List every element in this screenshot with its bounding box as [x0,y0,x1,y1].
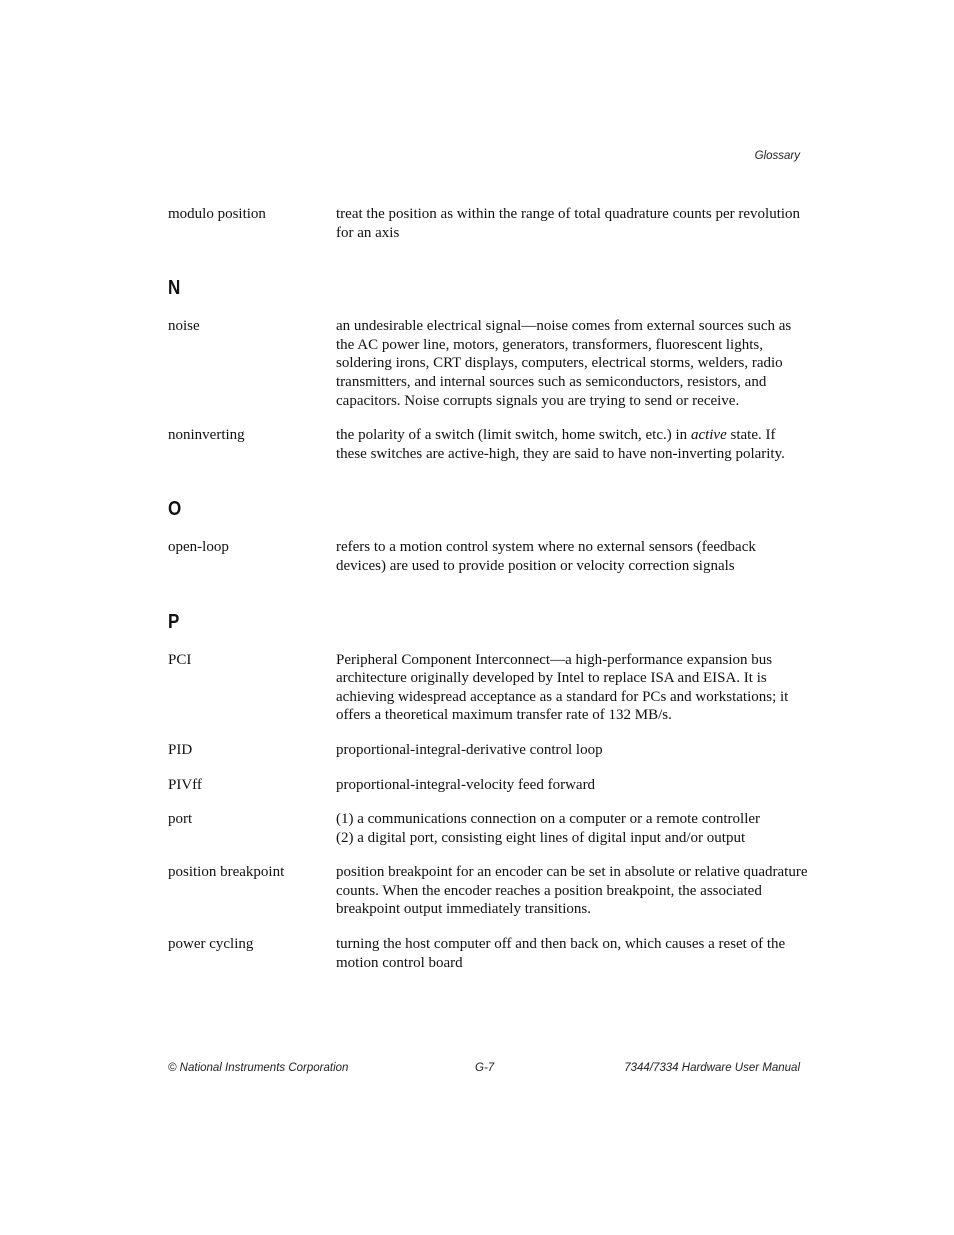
glossary-term: noise [168,318,200,335]
definition-text: state. If these switches are active-high, they are said to have non-inverting polarity. [336,427,785,462]
glossary-definition: refers to a motion control system where no external sensors (feedback devices) are used to provide position or velocity correction signals [336,539,756,574]
glossary-entry-noise [168,317,808,410]
glossary-entry-pivff [168,776,808,795]
section-heading-p: P [168,610,180,633]
definition-emphasis: active [690,427,727,444]
glossary-definition: Peripheral Component Interconnect—a high-performance expansion bus architecture originally developed by Intel to replace ISA and EISA. It is achieving widespread acceptance as a standard for PCs and workstations; it offers a theoretical maximum transfer rate of 132 MB/s. [336,651,789,724]
glossary-definition: proportional-integral-velocity feed forward [336,776,596,793]
definition-line: (2) a digital port, consisting eight lines of digital input and/or output [336,829,746,846]
glossary-definition: turning the host computer off and then back on, which causes a reset of the motion control board [336,936,786,971]
section-heading-n: N [168,277,181,300]
section-heading-o: O [168,498,182,521]
glossary-term: power cycling [168,936,254,953]
glossary-term: open-loop [168,539,229,556]
running-header: Glossary [754,150,800,162]
glossary-term: noninverting [168,427,245,444]
glossary-term: PID [168,741,193,758]
glossary-entry-port [168,810,808,847]
glossary-definition: position breakpoint for an encoder can be set in absolute or relative quadrature counts. When the encoder reaches a position breakpoint, the associated breakpoint output immediately transitions. [336,864,808,918]
glossary-content [168,205,808,972]
glossary-entry-pci [168,651,808,725]
glossary-term: PCI [168,651,192,668]
glossary-definition: an undesirable electrical signal—noise comes from external sources such as the AC power line, motors, generators, transformers, fluorescent lights, soldering irons, CRT displays, computers, electrical storms, welders, radio transmitters, and internal sources such as semiconductors, resistors, and capacitors. Noise corrupts signals you are trying to send or receive. [336,318,792,409]
glossary-definition: treat the position as within the range of total quadrature counts per revolution for an axis [336,206,801,241]
glossary-definition [336,810,808,847]
glossary-entry-power-cycling [168,935,808,972]
glossary-term: PIVff [168,776,202,793]
glossary-entry-pid [168,741,808,760]
glossary-entry-noninverting [168,426,808,463]
glossary-definition: proportional-integral-derivative control loop [336,741,603,758]
glossary-entry-modulo-position [168,205,808,242]
glossary-term: port [168,811,193,828]
glossary-term: position breakpoint [168,864,285,881]
footer-manual-title: 7344/7334 Hardware User Manual [624,1062,800,1074]
footer-copyright: © National Instruments Corporation [168,1062,349,1074]
page-number: G-7 [475,1062,495,1074]
glossary-entry-position-breakpoint [168,863,808,919]
glossary-definition [336,426,808,463]
glossary-term: modulo position [168,206,266,222]
definition-text: the polarity of a switch (limit switch, home switch, etc.) in [336,427,691,444]
definition-line: (1) a communications connection on a computer or a remote controller [336,811,761,828]
glossary-entry-open-loop [168,538,808,575]
